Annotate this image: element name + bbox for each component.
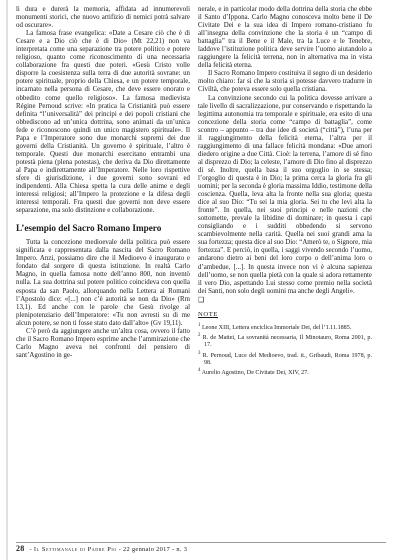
section-heading: L’esempio del Sacro Romano Impero xyxy=(16,223,162,234)
paragraph: La convinzione secondo cui la politica dovesse arrivare a tale livello di sacralizzazione, pur conservando e rispettando la legittima autonomia tra temporale e spirituale, era esito di una concezione della storia come “campo di battaglia”, come scontro – appunto – tra due idee di società (“città”), l’una per il raggiungimento della felicità eterna, l’altra per il raggiungimento di una fallace felicità mondana: «Due amori diedero origine a due Città. Cioè: la terrena, l’amore di sé fino al disprezzo di Dio; la celeste, l’amore di Dio fino al disprezzo di sé. Inoltre, quella basa il suo orgoglio in se stessa; l’orgoglio di questa è in Dio; la prima cerca la gloria fra gli uomini; per la seconda è gloria massima Iddio, testimone della coscienza. Quella, leva alta la fronte nella sua gloria; questa dice al suo Dio: “Tu sei la mia gloria. Sei tu che levi alta la fronte”. In quella, nei suoi principi e nelle nazioni che sottomette, prevale la libidine di dominare; in questa i capi consigliando e i sudditi obbedendo si servono scambievolmente nella carità. Quella nei suoi grandi ama la sua fortezza; questa dice al suo Dio: “Amerò te, o Signore, mia fortezza”. E perciò, in quella, i saggi vivendo secondo l’uomo, andarono dietro ai beni del loro corpo o dell’anima loro o d’ambedue, [...]. In questa invece non vi è alcuna sapienza dell’uomo, se non quella pietà con la quale si adora rettamente il vero Dio, aspettando Lui stesso come premio nella società dei Santi, non solo degli uomini ma anche degli Angeli». xyxy=(198,94,372,295)
note-text: R. Pernoud, Luce del Medioevo, trad. it., Gribaudi, Roma 1978, p. 98. xyxy=(202,352,372,367)
notes-list xyxy=(198,322,372,378)
paragraph: La famosa frase evangelica: «Date a Cesare ciò che è di Cesare e a Dio ciò che è di Dio» (Mt 22,21) non va interpretata come una separazione tra potere politico e potere religioso, quanto come riconoscimento di una necessaria collaborazione fra questi due poteri. «Gesù Cristo volle disporre la coesistenza sulla terra di due autorità sovrane: un potere spirituale, proprio della Chiesa, e un potere temporale, incarnato nella persona di Cesare, che deve essere onorato e obbedito come quello religioso». La famosa medievista Régine Pernoud scrive: «In pratica la Cristianità può essere definita “l’universalità” dei principi e dei popoli cristiani che obbediscono ad un’unica dottrina, sono animati da un’unica fede e riconoscono quindi un unico magistero spirituale». Il Papa e l’Imperatore sono due monarchi supremi dei due governi della Cristianità. Un governo è spirituale, l’altro è temporale. Questi due monarchi esercitano entrambi una potestà piena (plena potestas), che deriva da Dio direttamente al Papa e indirettamente all’Imperatore. Nelle loro rispettive sfere di giurisdizione, i due governi sono sovrani ed indipendenti. Alla Chiesa spetta la cura delle anime e degli interessi religiosi; all’Impero la protezione e la difesa degli interessi temporali. Fra questi due governi non deve essere separazione, ma solo distinzione e collaborazione. xyxy=(16,30,190,215)
note-item xyxy=(198,322,372,332)
note-text: Leone XIII, Lettera enciclica Immortale Dei, del l’1.11.1885. xyxy=(201,324,352,331)
footer-separator: - xyxy=(29,546,32,553)
note-text: R. de Mattei, La sovranità necessaria, Il Minotauro, Roma 2001, p. 17. xyxy=(202,335,372,349)
paragraph: Il Sacro Romano Impero costituiva il segno di un desiderio molto chiaro: far sì che la storia si potesse davvero tradurre in Civiltà, che poteva essere solo quella cristiana. xyxy=(198,70,372,94)
note-text: Aurelio Agostino, De Civitate Dei, XIV, 27. xyxy=(201,370,309,377)
note-item xyxy=(198,367,372,377)
page-number: 28 xyxy=(16,544,25,553)
note-number: 2 xyxy=(198,333,201,339)
notes-heading: NOTE xyxy=(198,310,218,318)
footer-separator: - xyxy=(118,546,122,553)
page-gutter xyxy=(6,0,8,560)
issue-number: n. 3 xyxy=(176,546,188,553)
note-number: 4 xyxy=(198,368,201,374)
note-item xyxy=(198,350,372,368)
note-number: 3 xyxy=(198,350,201,356)
note-item xyxy=(198,332,372,350)
right-column xyxy=(198,6,372,378)
end-of-article-mark: ❑ xyxy=(198,295,205,304)
page-footer xyxy=(16,542,386,555)
left-column xyxy=(16,6,190,360)
paragraph: C’è però da aggiungere anche un’altra cosa, ovvero il fatto che il Sacro Romano Impero esprime anche l’ammirazione che Carlo Magno aveva nei confronti del pensiero di sant’Agostino in ge- xyxy=(16,327,190,359)
paragraph: Tutta la concezione medioevale della politica può essere significata e rappresentata dalla nascita del Sacro Romano Impero. Anzi, possiamo dire che il Medioevo è inaugurato e fondato dal sorgere di questa istituzione. In realtà Carlo Magno, in quella famosa notte dell’anno 800, non inventò nulla. La sua dottrina sul potere politico coincideva con quella esposta da san Paolo, allorquando nella Lettera ai Romani l’Apostolo dice: «[...] non c’è autorità se non da Dio» (Rm 13,1). Ed anche con le parole che Gesù rivolge al plenipotenziario dell’Imperatore: «Tu non avresti su di me alcun potere, se non ti fosse stato dato dall’alto» (Gv 19,11). xyxy=(16,239,190,327)
paragraph: li dura e durerà la memoria, affidata ad innumerevoli monumenti storici, che nuovo artifizio di nemici potrà salvare od oscurare». xyxy=(16,6,190,30)
publication-name: Il Settimanale di Padre Pio xyxy=(33,546,117,553)
paragraph: nerale, e in particolar modo della dottrina della storia che ebbe il Santo d’Ippona. Carlo Magno conosceva molto bene il De Civitate Dei e la sua idea di Impero romano-cristiano fu all’insegna della convinzione che la storia è un “campo di battaglia” tra il Bene e il Male, tra la Luce e le Tenebre, laddove l’istituzione politica deve servire l’uomo aiutandolo a raggiungere la felicità terrena, non in alternativa ma in vista della felicità eterna. xyxy=(198,6,372,70)
issue-date: 22 gennaio 2017 xyxy=(123,546,171,553)
note-number: 1 xyxy=(198,322,201,328)
footer-separator: - xyxy=(172,546,175,553)
